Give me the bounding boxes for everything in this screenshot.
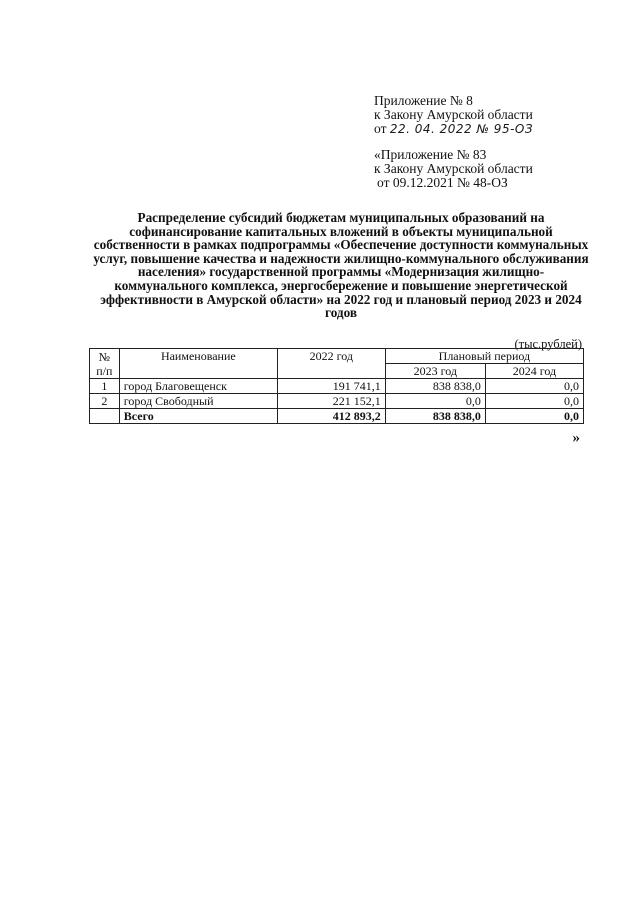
total-value-2022: 412 893,2 <box>277 409 385 424</box>
appendix-line-3 <box>374 122 533 136</box>
row-num: 1 <box>90 379 120 394</box>
subsidy-table <box>89 348 584 424</box>
row-value-2022: 221 152,1 <box>277 394 385 409</box>
table-row <box>90 379 584 394</box>
total-value-2024: 0,0 <box>485 409 583 424</box>
previous-appendix-line-1: «Приложение № 83 <box>374 147 487 162</box>
units-label: (тыс.рублей) <box>514 337 582 351</box>
header-2022: 2022 год <box>277 349 385 379</box>
header-planned-period: Плановый период <box>385 349 583 364</box>
row-name: город Свободный <box>119 394 277 409</box>
handwritten-date-number: 22. 04. 2022 № 95-ОЗ <box>389 122 534 136</box>
table-header-row <box>90 349 584 364</box>
header-2024: 2024 год <box>485 364 583 379</box>
total-label: Всего <box>119 409 277 424</box>
appendix-date-prefix: от <box>374 121 387 136</box>
appendix-line-1: Приложение № 8 <box>374 93 473 108</box>
row-value-2023: 0,0 <box>385 394 485 409</box>
previous-appendix-block <box>374 148 533 190</box>
row-value-2024: 0,0 <box>485 394 583 409</box>
closing-quote: » <box>572 430 580 446</box>
total-value-2023: 838 838,0 <box>385 409 485 424</box>
appendix-block <box>374 94 533 136</box>
total-num <box>90 409 120 424</box>
document-title: Распределение субсидий бюджетам муниципальных образований на софинансирование капитальных вложений в объекты муниципальной собственности в рамках подпрограммы «Обеспечение доступности коммунальных услуг, повышение качества и надежности жилищно-коммунального обслуживания населения» государственной программы «Модернизация жилищно-коммунального комплекса, энергосбережение и повышение энергетической эффективности в Амурской области» на 2022 год и плановый период 2023 и 2024 годов <box>93 210 589 321</box>
header-name: Наименование <box>119 349 277 379</box>
row-value-2022: 191 741,1 <box>277 379 385 394</box>
appendix-line-2: к Закону Амурской области <box>374 107 533 122</box>
row-name: город Благовещенск <box>119 379 277 394</box>
row-value-2023: 838 838,0 <box>385 379 485 394</box>
header-num: № п/п <box>90 349 120 379</box>
previous-appendix-line-2: к Закону Амурской области <box>374 161 533 176</box>
row-num: 2 <box>90 394 120 409</box>
row-value-2024: 0,0 <box>485 379 583 394</box>
header-2023: 2023 год <box>385 364 485 379</box>
table-row <box>90 394 584 409</box>
table-total-row <box>90 409 584 424</box>
previous-appendix-line-3: от 09.12.2021 № 48-ОЗ <box>377 175 508 190</box>
